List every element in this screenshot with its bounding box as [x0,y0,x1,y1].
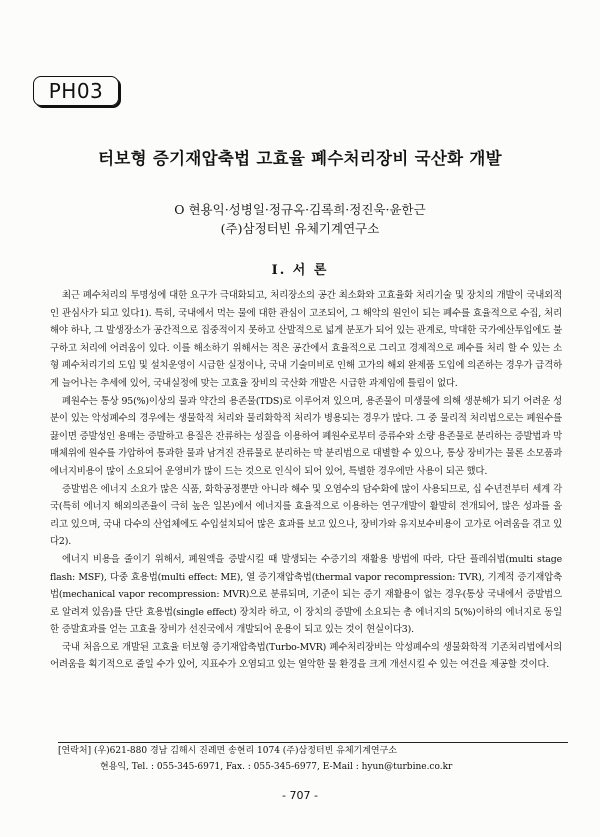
paragraph: 최근 폐수처리의 투명성에 대한 요구가 극대화되고, 처리장소의 공간 최소화와 고효율화 처리기술 및 장치의 개발이 국내외적인 관심사가 되고 있다1). 특히, 국내에서 먹는 물에 대한 관심이 고조되어, 그 해악의 원인이 되는 폐수를 효율적으로 수집, 처리해야 하나, 그 발생장소가 공간적으로 집중적이지 못하고 산발적으로 넓게 분포가 되어 있는 관계로, 막대한 국가예산투입에도 불구하고 처리에 어려움이 있다. 이를 해소하기 위해서는 적은 공간에서 효율적으로 그리고 경제적으로 폐수를 처리 할 수 있는 소형 폐수처리기의 도입 및 설치운영이 시급한 실정이나, 국내 기술미비로 인해 고가의 해외 완제품 도입에 의존하는 경우가 급격하게 늘어나는 추세에 있어, 국내실정에 맞는 고효율 장비의 국산화 개발은 시급한 과제임에 틀림이 없다. [50,290,562,389]
contact-footnote [58,742,568,775]
affiliation: (주)삼정터빈 유체기계연구소 [220,221,380,236]
paragraph: 증발법은 에너지 소요가 많은 식품, 화학공정뿐만 아니라 해수 및 오염수의 담수화에 많이 사용되므로, 십 수년전부터 세계 각국(특히 에너지 해외의존율이 극히 높은 일본)에서 에너지를 효율적으로 이용하는 연구개발이 활발히 전개되어, 많은 성과를 올리고 있으며, 국내 다수의 산업체에도 수입설치되어 많은 효과를 보고 있으나, 장비가와 유지보수비용이 고가로 어려움을 겪고 있다2). [50,483,562,548]
section-heading: I. 서 론 [271,263,329,278]
paragraph: 국내 처음으로 개발된 고효율 터보형 증기재압축법(Turbo-MVR) 폐수처리장비는 악성폐수의 생물화학적 기존처리법에서의 어려움을 획기적으로 줄일 수가 있어, 지표수가 오염되고 있는 열악한 물 환경을 크게 개선시킬 수 있는 여건을 제공할 것이다. [50,641,562,671]
paragraph: 폐원수는 통상 95(%)이상의 물과 약간의 용존물(TDS)로 이루어져 있으며, 용존물이 미생물에 의해 생분해가 되기 어려운 성분이 있는 악성폐수의 경우에는 생물학적 처리와 물리화학적 처리가 병용되는 경우가 많다. 그 중 물리적 처리법으로는 폐원수를 끓이면 증발성인 용매는 증발하고 용질은 잔류하는 성질을 이용하여 폐원수로부터 증류수와 소량 용존물로 분리하는 증발법과 막 매체위에 원수를 가압하여 통과한 물과 남겨진 잔류물로 분리하는 막 분리법으로 대별할 수 있으나, 통상 장비가는 물론 소모품과 에너지비용이 많이 소요되어 운영비가 많이 드는 것으로 인식이 되어 있어, 특별한 경우에만 사용이 되곤 했다. [50,395,562,477]
contact-address: [연락처] (우)621-880 경남 김해시 진례면 송현리 1074 (주)삼정터빈 유체기계연구소 [58,746,397,756]
paragraph: 에너지 비용을 줄이기 위해서, 폐원액을 증발시킬 때 발생되는 수증기의 재활용 방법에 따라, 다단 플레쉬법(multi stage flash: MSF), 다중 효용법(multi effect: ME), 열 증기재압축법(thermal vapor recompression: TVR), 기계적 증기재압축법(mechanical vapor recompression: MVR)으로 분류되며, 기준이 되는 증기 재활용이 없는 경우(통상 국내에서 증발법으로 알려져 있음)를 단단 효용법(single effect) 장치라 하고, 이 장치의 증발에 소요되는 총 에너지의 5(%)이하의 에너지로 동일한 증발효과를 얻는 고효율 장비가 선진국에서 개발되어 운용이 되고 있는 것이 현실이다3). [50,553,562,636]
body-text [50,287,562,674]
page-number: - 707 - [282,789,318,802]
contact-details: 현용익, Tel. : 055-345-6971, Fax. : 055-345-6977, E-Mail : hyun@turbine.co.kr [100,762,453,772]
paper-title: 터보형 증기재압축법 고효율 폐수처리장비 국산화 개발 [98,149,502,168]
author-block [0,200,600,238]
author-list: O 현용익·성병일·정규옥·김록희·정진욱·윤한근 [174,202,426,217]
paper-code-badge: PH03 [33,76,119,106]
